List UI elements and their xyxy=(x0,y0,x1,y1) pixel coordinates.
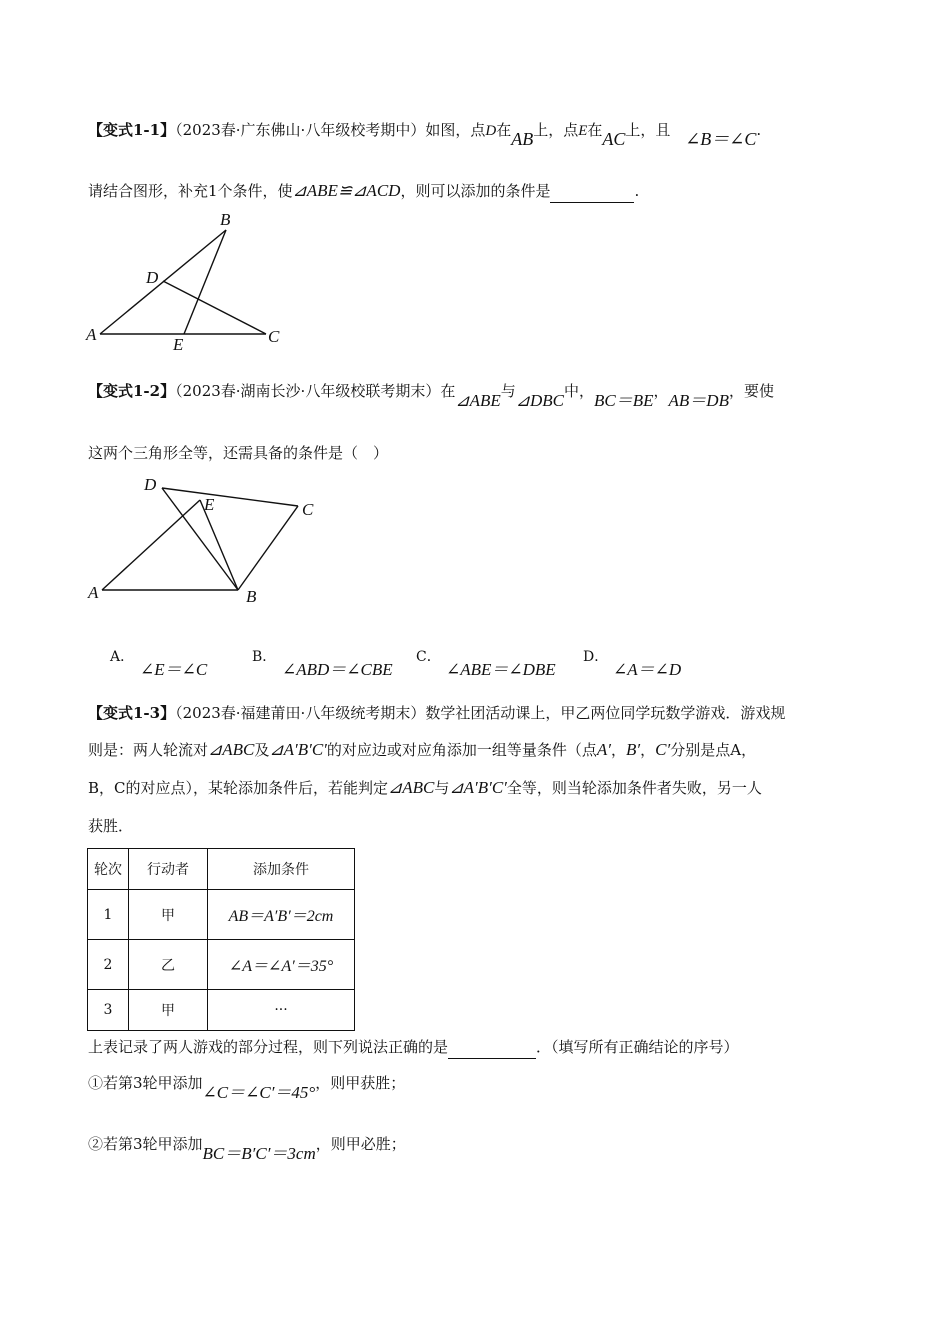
q1-label-b: B xyxy=(220,210,231,229)
q2-tag: 【变式1-2】 xyxy=(88,382,176,400)
q2-figure xyxy=(80,470,340,610)
q2-line2 xyxy=(88,442,388,464)
table-header-cell: 添加条件 xyxy=(208,849,355,890)
option-c-expr: ∠ABE＝∠DBE xyxy=(446,660,556,679)
table-row xyxy=(88,940,355,990)
q3-point-b-prime: B′ xyxy=(626,740,641,759)
q3-text: ，则甲获胜； xyxy=(315,1074,406,1092)
option-b-label: B． xyxy=(252,649,277,665)
q3-source: （2023春·福建莆田·八年级统考期末）数学社团活动课上，甲乙两位同学玩数学游戏．游戏规 xyxy=(175,704,786,722)
game-table xyxy=(87,848,355,1031)
q1-text: 在 xyxy=(587,121,603,139)
q3-line3 xyxy=(88,777,762,799)
q3-text: B，C的对应点），某轮添加条件后，若能判定 xyxy=(88,779,389,797)
q1-text: 在 xyxy=(496,121,512,139)
q2-triangle-dbc: ⊿DBC xyxy=(515,391,564,410)
q2-segment-dc-line xyxy=(162,488,298,506)
q2-text: ， xyxy=(653,382,669,400)
q3-text: ， xyxy=(640,741,656,759)
q2-segment-db-line xyxy=(162,488,238,590)
q3-statement-2 xyxy=(88,1133,406,1163)
q3-text: 则是：两人轮流对 xyxy=(88,741,209,759)
q3-text: ①若第3轮甲添加 xyxy=(88,1074,203,1092)
q1-text: 如图，点 xyxy=(425,121,486,139)
q1-tag: 【变式1-1】 xyxy=(88,121,176,139)
table-cell: AB＝A′B′＝2cm xyxy=(208,890,355,940)
q2-text: ，要使 xyxy=(728,382,774,400)
option-d-expr: ∠A＝∠D xyxy=(613,660,682,679)
answer-blank xyxy=(550,180,634,203)
q2-condition-bc-be: BC＝BE xyxy=(594,391,654,410)
table-cell: 甲 xyxy=(129,990,208,1031)
q3-tag: 【变式1-3】 xyxy=(88,704,176,722)
q3-triangle-abc-prime: ⊿A′B′C′ xyxy=(449,778,507,797)
q1-congruence: ⊿ABE≌⊿ACD xyxy=(292,181,401,200)
q2-text: 中， xyxy=(564,382,595,400)
q1-segment-ac: AC xyxy=(602,129,626,149)
q2-segment-ae-line xyxy=(102,500,200,590)
q3-point-c-prime: C′ xyxy=(655,740,671,759)
table-cell: ··· xyxy=(208,990,355,1031)
q1-text: 上，点 xyxy=(533,121,579,139)
q1-segment-cd-line xyxy=(163,281,266,334)
q1-condition: ∠B＝∠C xyxy=(685,129,757,149)
table-cell: 1 xyxy=(88,890,129,940)
q3-line1 xyxy=(88,702,785,724)
q3-text: ，则甲必胜； xyxy=(315,1135,406,1153)
q2-text: 这两个三角形全等，还需具备的条件是（ ） xyxy=(88,444,389,462)
q3-statement-1 xyxy=(88,1072,406,1102)
q3-after-table xyxy=(88,1036,739,1059)
q1-text: 请结合图形，补充1个条件，使 xyxy=(88,182,293,200)
table-header-cell: 轮次 xyxy=(88,849,129,890)
q1-point-d: D xyxy=(485,123,497,139)
q1-segment-be-line xyxy=(184,230,226,334)
table-cell: 甲 xyxy=(129,890,208,940)
q1-figure xyxy=(80,208,310,356)
q1-line1 xyxy=(88,118,762,149)
q3-triangle-abc: ⊿ABC xyxy=(388,778,435,797)
q1-segment-ab: AB xyxy=(511,129,534,149)
q1-text: 上，且 xyxy=(625,121,671,139)
q1-source: （2023春·广东佛山·八年级校考期中） xyxy=(175,121,426,139)
q3-text: 的对应边或对应角添加一组等量条件（点 xyxy=(326,741,597,759)
table-cell: 3 xyxy=(88,990,129,1031)
table-cell: 2 xyxy=(88,940,129,990)
q3-triangle-abc: ⊿ABC xyxy=(208,740,255,759)
q3-point-a-prime: A′ xyxy=(596,740,612,759)
q1-label-e: E xyxy=(173,335,184,354)
q1-label-d: D xyxy=(146,268,159,287)
table-header-cell: 行动者 xyxy=(129,849,208,890)
q3-line4 xyxy=(88,815,133,837)
q3-text: 分别是点A， xyxy=(670,741,757,759)
q2-text: 与 xyxy=(500,382,516,400)
q2-label-b: B xyxy=(246,587,257,606)
q3-text: 及 xyxy=(254,741,270,759)
option-b-expr: ∠ABD＝∠CBE xyxy=(282,660,393,679)
table-header-row xyxy=(88,849,355,890)
statement-1-condition: ∠C＝∠C′＝45° xyxy=(202,1083,316,1102)
q2-source: （2023春·湖南长沙·八年级校联考期末）在 xyxy=(175,382,456,400)
q2-label-c: C xyxy=(302,500,314,519)
q1-text: . xyxy=(634,182,640,200)
q3-text: 与 xyxy=(434,779,450,797)
q3-text: ．（填写所有正确结论的序号） xyxy=(536,1038,739,1056)
q3-text: 获胜． xyxy=(88,817,134,835)
table-cell: 乙 xyxy=(129,940,208,990)
option-a-label: A． xyxy=(110,649,135,665)
q1-line2 xyxy=(88,180,639,203)
table-cell: ∠A＝∠A′＝35° xyxy=(208,940,355,990)
option-d-label: D． xyxy=(583,649,609,665)
statement-2-condition: BC＝B′C′＝3cm xyxy=(202,1144,316,1163)
q3-text: 全等，则当轮添加条件者失败，另一人 xyxy=(506,779,762,797)
q2-label-d: D xyxy=(144,475,157,494)
q3-text: ， xyxy=(611,741,627,759)
q1-segment-ab-line xyxy=(100,230,226,334)
answer-blank xyxy=(448,1036,536,1059)
q2-line1 xyxy=(88,380,774,410)
q1-label-c: C xyxy=(268,327,280,346)
q2-segment-cb-line xyxy=(238,506,298,590)
table-row xyxy=(88,890,355,940)
option-a-expr: ∠E＝∠C xyxy=(140,660,208,679)
q2-triangle-abe: ⊿ABE xyxy=(455,391,501,410)
q3-line2 xyxy=(88,739,756,761)
q2-label-e: E xyxy=(204,495,215,514)
q3-text: ②若第3轮甲添加 xyxy=(88,1135,203,1153)
q3-triangle-abc-prime: ⊿A′B′C′ xyxy=(269,740,327,759)
q2-condition-ab-db: AB＝DB xyxy=(668,391,729,410)
q3-text: 上表记录了两人游戏的部分过程，则下列说法正确的是 xyxy=(88,1038,449,1056)
q1-label-a: A xyxy=(86,325,97,344)
q1-text: ，则可以添加的条件是 xyxy=(400,182,551,200)
q1-point-e: E xyxy=(578,123,588,139)
q1-text: . xyxy=(756,121,762,139)
option-c-label: C． xyxy=(416,649,441,665)
q2-label-a: A xyxy=(88,583,99,602)
table-row xyxy=(88,990,355,1031)
